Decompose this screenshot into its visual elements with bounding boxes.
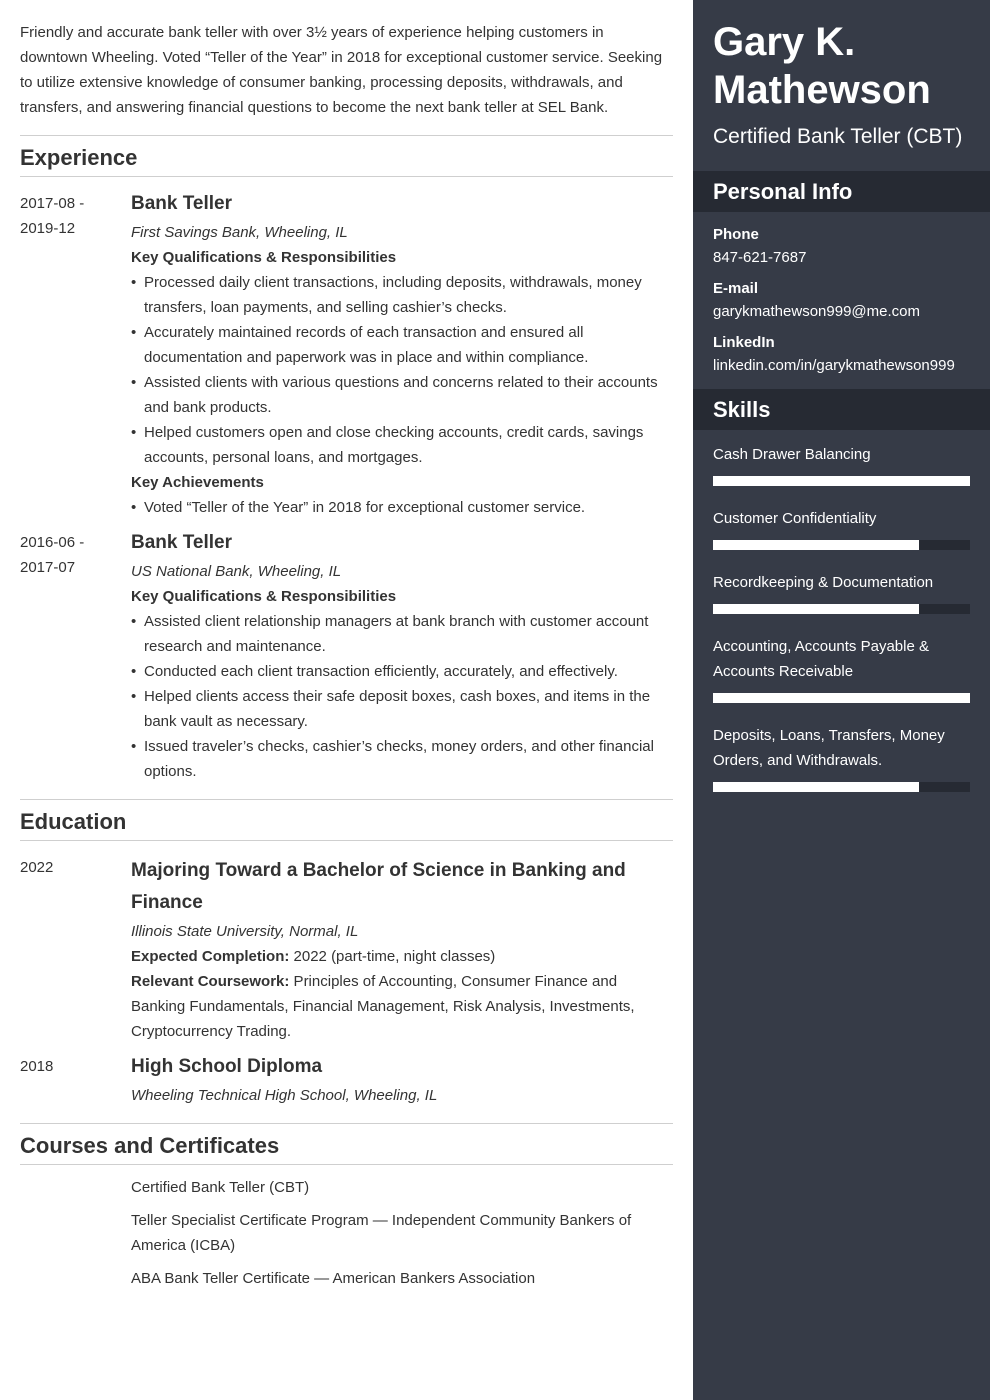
education-entry — [20, 855, 673, 1044]
list-item: • Issued traveler’s checks, cashier’s checks, money orders, and other financial options. — [131, 734, 673, 784]
entry-body — [131, 191, 673, 520]
entry-date: 2022 — [20, 859, 54, 876]
list-item: • Assisted client relationship managers at bank branch with customer account research and maintenance. — [131, 609, 673, 659]
job-title: Bank Teller — [131, 532, 233, 553]
skills-list — [693, 430, 990, 792]
skill-item — [713, 506, 970, 550]
entry-date: 2018 — [20, 1058, 54, 1075]
experience-heading: Experience — [20, 135, 673, 177]
skill-level-fill — [713, 540, 919, 550]
degree-title: High School Diploma — [131, 1056, 323, 1077]
skill-level-fill — [713, 782, 919, 792]
list-item: • Conducted each client transaction efficiently, accurately, and effectively. — [131, 659, 673, 684]
skill-level-fill — [713, 476, 970, 486]
achievements-list — [131, 495, 673, 520]
completion-value: 2022 (part-time, night classes) — [289, 948, 496, 965]
list-item: • Voted “Teller of the Year” in 2018 for exceptional customer service. — [131, 495, 673, 520]
list-item: • Helped clients access their safe deposit boxes, cash boxes, and items in the bank vault as necessary. — [131, 684, 673, 734]
personal-info — [693, 212, 990, 378]
skill-name: Deposits, Loans, Transfers, Money Orders, and Withdrawals. — [713, 727, 945, 769]
email-value: garykmathewson999@me.com — [713, 303, 920, 320]
education-heading: Education — [20, 799, 673, 841]
phone-label: Phone — [713, 226, 759, 243]
skill-item — [713, 570, 970, 614]
skill-name: Recordkeeping & Documentation — [713, 574, 934, 591]
skill-name: Accounting, Accounts Payable & Accounts Receivable — [713, 638, 929, 680]
achievements-heading: Key Achievements — [131, 474, 264, 491]
email-label: E-mail — [713, 280, 759, 297]
list-item: • Processed daily client transactions, including deposits, withdrawals, money transfers, loan payments, and selling cashier’s checks. — [131, 270, 673, 320]
school: Illinois State University, Normal, IL — [131, 923, 359, 940]
entry-body — [131, 1054, 673, 1108]
skill-item — [713, 634, 970, 703]
coursework-label: Relevant Coursework: — [131, 973, 290, 990]
skill-level-bar — [713, 782, 970, 792]
expected-completion — [131, 944, 673, 969]
school: Wheeling Technical High School, Wheeling, IL — [131, 1087, 438, 1104]
completion-label: Expected Completion: — [131, 948, 290, 965]
employer: US National Bank, Wheeling, IL — [131, 563, 342, 580]
candidate-name: Gary K. Mathewson — [713, 20, 931, 112]
skill-item — [713, 723, 970, 792]
responsibilities-heading: Key Qualifications & Responsibilities — [131, 588, 397, 605]
skill-level-bar — [713, 476, 970, 486]
employer: First Savings Bank, Wheeling, IL — [131, 224, 348, 241]
entry-date: 2016-06 - 2017-07 — [20, 534, 85, 576]
courses-heading: Courses and Certificates — [20, 1123, 673, 1165]
coursework-value: Principles of Accounting, Consumer Finance and Banking Fundamentals, Financial Management, Risk Analysis, Investments, Cryptocurrency Trading. — [131, 973, 635, 1040]
list-item: • Accurately maintained records of each transaction and ensured all documentation and paperwork was in place and within compliance. — [131, 320, 673, 370]
courses-list — [131, 1175, 673, 1291]
skill-level-fill — [713, 604, 919, 614]
experience-entry — [20, 191, 673, 520]
job-title: Bank Teller — [131, 193, 233, 214]
skill-level-fill — [713, 693, 970, 703]
entry-body — [131, 855, 673, 1044]
relevant-coursework — [131, 969, 673, 1044]
experience-entry — [20, 530, 673, 784]
responsibilities-list — [131, 270, 673, 470]
course-item: Certified Bank Teller (CBT) — [131, 1179, 310, 1196]
entry-date: 2017-08 - 2019-12 — [20, 195, 85, 237]
linkedin-value: linkedin.com/in/garykmathewson999 — [713, 357, 955, 374]
skill-level-bar — [713, 540, 970, 550]
entry-body — [131, 530, 673, 784]
linkedin-label: LinkedIn — [713, 334, 775, 351]
sidebar — [693, 0, 990, 1400]
skill-level-bar — [713, 604, 970, 614]
candidate-title: Certified Bank Teller (CBT) — [713, 125, 963, 148]
skill-name: Customer Confidentiality — [713, 510, 877, 527]
phone-value: 847-621-7687 — [713, 249, 807, 266]
skill-level-bar — [713, 693, 970, 703]
personal-info-heading: Personal Info — [693, 171, 990, 212]
degree-title: Majoring Toward a Bachelor of Science in Banking and Finance — [131, 860, 626, 913]
skill-item — [713, 442, 970, 486]
skills-heading: Skills — [693, 389, 990, 430]
summary: Friendly and accurate bank teller with over 3½ years of experience helping customers in downtown Wheeling. Voted “Teller of the Year” in 2018 for exceptional customer service. Seeking to utilize extensive knowledge of consumer banking, processing deposits, withdrawals, and transfers, and answering financial questions to become the next bank teller at SEL Bank. — [20, 24, 663, 116]
responsibilities-heading: Key Qualifications & Responsibilities — [131, 249, 397, 266]
course-item: Teller Specialist Certificate Program — Independent Community Bankers of America (ICBA) — [131, 1212, 632, 1254]
list-item: • Assisted clients with various questions and concerns related to their accounts and bank products. — [131, 370, 673, 420]
list-item: • Helped customers open and close checking accounts, credit cards, savings accounts, personal loans, and mortgages. — [131, 420, 673, 470]
education-entry — [20, 1054, 673, 1108]
course-item: ABA Bank Teller Certificate — American Bankers Association — [131, 1270, 536, 1287]
responsibilities-list — [131, 609, 673, 784]
skill-name: Cash Drawer Balancing — [713, 446, 871, 463]
